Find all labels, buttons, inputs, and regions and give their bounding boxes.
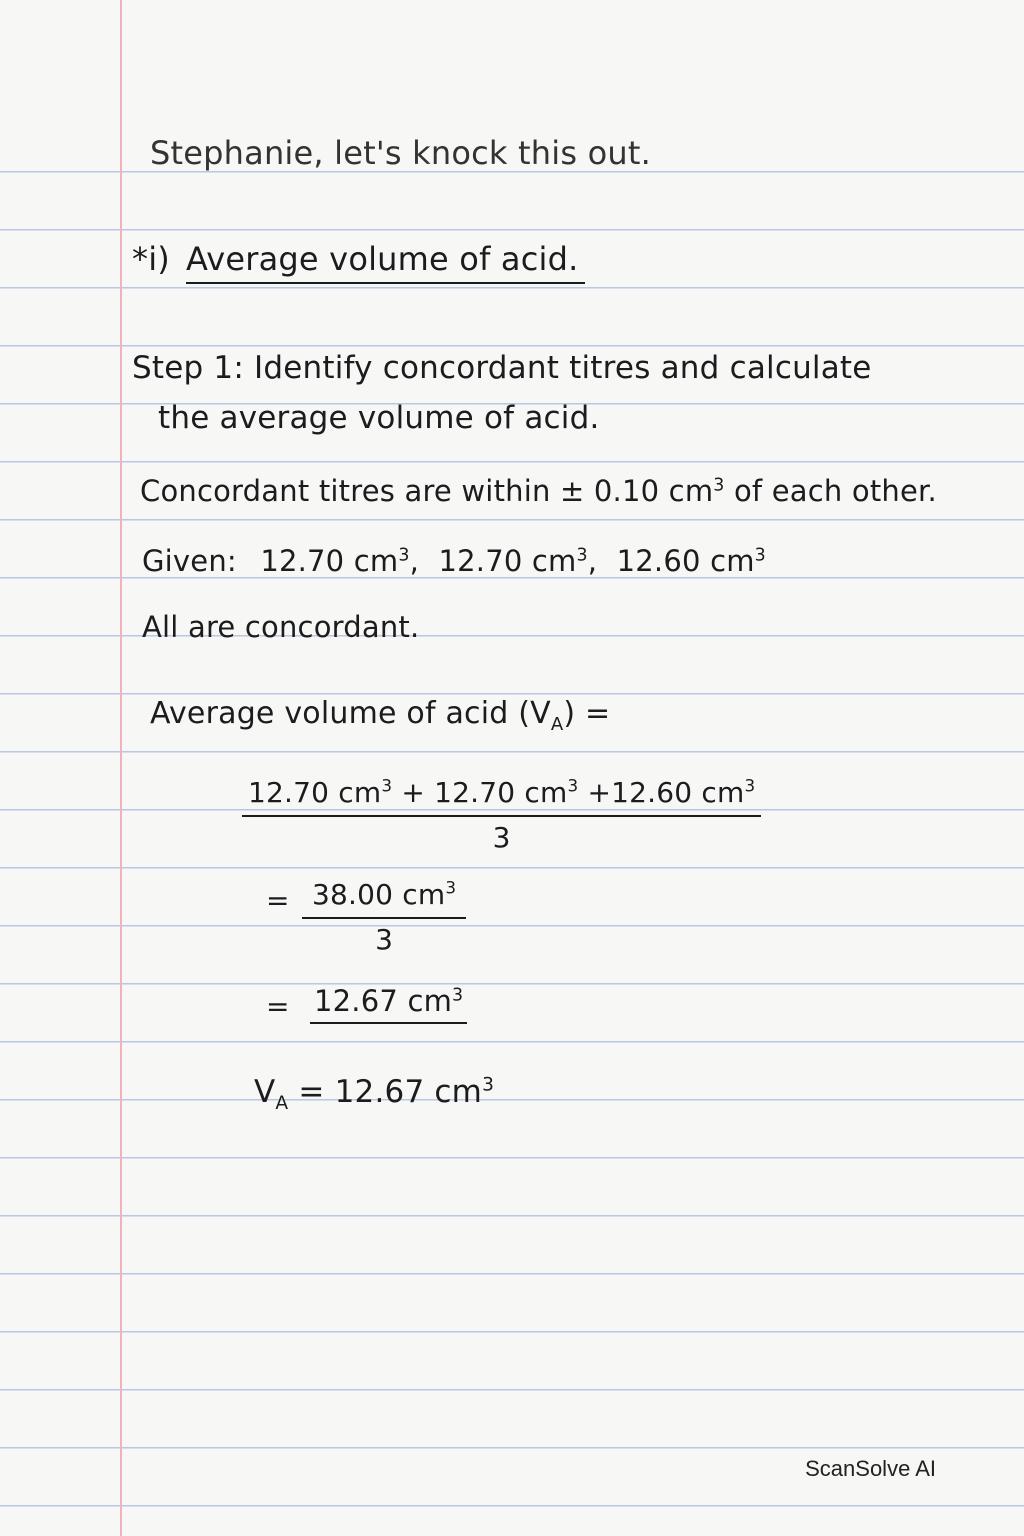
given-value-2: 12.70 cm — [438, 544, 577, 578]
sum-fraction-denominator: 3 — [492, 821, 511, 854]
average-label-subscript: A — [550, 714, 564, 735]
result-exponent: 3 — [452, 985, 464, 1006]
concordant-rule-tail: of each other. — [724, 474, 937, 508]
given-exponent-1: 3 — [398, 545, 410, 566]
term-2-exponent: 3 — [567, 775, 579, 796]
sum-fraction-numerator — [242, 776, 761, 817]
brand-footer: ScanSolve AI — [805, 1456, 936, 1481]
final-symbol: V — [254, 1074, 276, 1110]
plus-1: + — [401, 776, 426, 809]
given-line: Given: 12.70 $cm^3$, 12.70 $cm^3$, 12.60 $cm^3$ — [142, 544, 766, 578]
average-label — [150, 696, 611, 735]
final-subscript: A — [275, 1093, 289, 1115]
term-3-exponent: 3 — [744, 775, 756, 796]
all-concordant: All are concordant. — [142, 610, 420, 644]
average-label-tail: ) = — [563, 696, 611, 731]
result-value — [310, 984, 467, 1024]
term-1-exponent: 3 — [381, 775, 393, 796]
given-label: Given: — [142, 544, 237, 578]
margin-line — [120, 0, 122, 1536]
term-1: 12.70 cm — [248, 776, 382, 809]
total-fraction-denominator: 3 — [375, 923, 394, 956]
term-2: 12.70 cm — [434, 776, 568, 809]
given-value-1: 12.70 cm — [260, 544, 399, 578]
part-marker: *i) — [132, 240, 170, 278]
sum-fraction — [242, 776, 761, 854]
concordant-rule-exponent: 3 — [713, 475, 725, 496]
part-title: Average volume of acid. — [186, 240, 585, 284]
plus-2: + — [587, 776, 612, 809]
result-value-text: 12.67 cm — [314, 984, 453, 1018]
step1-line2: the average volume of acid. — [158, 400, 600, 436]
equals-sign-1: = — [266, 884, 290, 917]
final-exponent: 3 — [482, 1074, 495, 1096]
given-value-3: 12.60 cm — [616, 544, 755, 578]
final-answer — [254, 1074, 495, 1115]
total-fraction — [302, 878, 466, 956]
concordant-rule — [140, 474, 937, 508]
average-label-text: Average volume of acid (V — [150, 696, 551, 731]
greeting: Stephanie, let's knock this out. — [150, 134, 651, 172]
given-exponent-3: 3 — [754, 545, 766, 566]
equals-sign-2: = — [266, 990, 290, 1023]
total-fraction-numerator — [302, 878, 466, 919]
given-exponent-2: 3 — [576, 545, 588, 566]
total-value: 38.00 cm — [312, 878, 446, 911]
step1-line1: Step 1: Identify concordant titres and calculate — [132, 350, 872, 386]
concordant-rule-text: Concordant titres are within ± 0.10 cm — [140, 474, 714, 508]
term-3: 12.60 cm — [611, 776, 745, 809]
total-exponent: 3 — [445, 877, 457, 898]
final-value: = 12.67 cm — [288, 1074, 483, 1110]
